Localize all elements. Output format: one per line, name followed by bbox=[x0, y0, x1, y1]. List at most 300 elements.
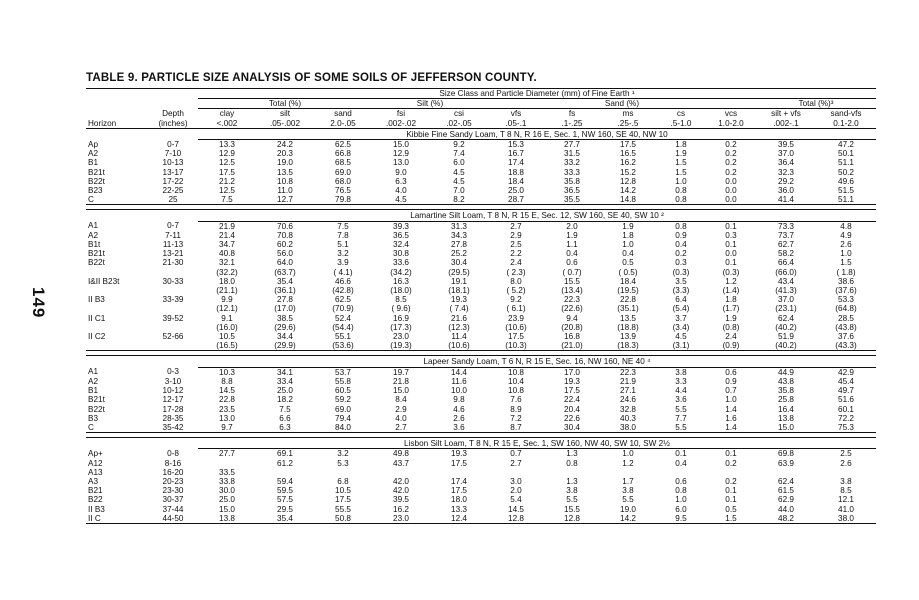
table-row bbox=[86, 386, 876, 395]
header-total-3: Total (%)³ bbox=[756, 99, 876, 109]
value-cell: 13.5 bbox=[277, 167, 293, 177]
value-cell: 8.0 bbox=[510, 276, 522, 286]
depth-cell: 35-42 bbox=[148, 423, 198, 433]
value-cell: 17.4 bbox=[451, 476, 467, 486]
depth-cell: 13-21 bbox=[162, 249, 184, 259]
value-cell: 18.0 bbox=[219, 276, 235, 286]
depth-cell: 21-30 bbox=[162, 258, 184, 268]
section-title: Lapeer Sandy Loam, T 6 N, R 15 E, Sec. 16, NW 160, NE 40 ⁴ bbox=[198, 356, 876, 367]
horizon-cell: B21t bbox=[88, 167, 105, 177]
value-cell: 1.3 bbox=[566, 449, 578, 459]
value-cell bbox=[656, 468, 706, 477]
value-cell: 14.5 bbox=[219, 386, 235, 396]
value-cell: 35.8 bbox=[564, 176, 580, 186]
value-cell: 6.6 bbox=[279, 413, 291, 423]
section-header-row bbox=[86, 356, 876, 367]
value-cell: 38.5 bbox=[277, 313, 293, 323]
value-cell: (29.6) bbox=[274, 322, 296, 332]
value-cell: 41.4 bbox=[756, 195, 816, 205]
value-cell: 37.6 bbox=[838, 332, 854, 342]
value-cell: (63.7) bbox=[274, 267, 296, 277]
table-row bbox=[86, 505, 876, 514]
table-row bbox=[86, 341, 876, 351]
value-cell: 42.9 bbox=[838, 367, 854, 377]
value-cell: 13.8 bbox=[198, 514, 256, 524]
value-cell: 9.4 bbox=[566, 313, 578, 323]
value-cell: 17.5 bbox=[335, 495, 351, 505]
section-header-row bbox=[86, 128, 876, 139]
value-cell: 2.4 bbox=[725, 332, 737, 342]
column-range: .05-.1 bbox=[505, 118, 527, 128]
value-cell: 1.8 bbox=[725, 295, 737, 305]
table-row bbox=[86, 186, 876, 195]
value-cell: 7.8 bbox=[337, 230, 349, 240]
value-cell: 44.0 bbox=[778, 504, 794, 514]
value-cell: (19.3) bbox=[372, 341, 430, 351]
value-cell: 73.7 bbox=[778, 230, 794, 240]
value-cell: 28.7 bbox=[488, 195, 544, 205]
value-cell: 14.4 bbox=[451, 367, 467, 377]
depth-cell: 25 bbox=[148, 195, 198, 205]
value-cell: 2.7 bbox=[372, 423, 430, 433]
value-cell: 9.2 bbox=[453, 140, 465, 150]
value-cell: 1.9 bbox=[566, 230, 578, 240]
value-cell: 22.6 bbox=[564, 413, 580, 423]
value-cell: 0.5 bbox=[622, 258, 634, 268]
value-cell: 25.0 bbox=[277, 386, 293, 396]
header-horizon: Horizon bbox=[88, 118, 117, 128]
depth-cell: 44-50 bbox=[148, 514, 198, 524]
value-cell: 33.5 bbox=[219, 467, 235, 477]
table-row bbox=[86, 395, 876, 404]
header-silt: Silt (%) bbox=[372, 99, 488, 109]
value-cell: 19.3 bbox=[451, 295, 467, 305]
value-cell: 1.9 bbox=[622, 221, 634, 231]
value-cell: 40.3 bbox=[620, 413, 636, 423]
value-cell: 3.0 bbox=[510, 476, 522, 486]
column-name: silt + vfs bbox=[771, 109, 801, 119]
horizon-cell: A1 bbox=[88, 221, 99, 231]
table-row bbox=[86, 367, 876, 377]
value-cell: 0.1 bbox=[725, 221, 737, 231]
value-cell: (3.4) bbox=[672, 322, 690, 332]
value-cell: 23.9 bbox=[508, 313, 524, 323]
value-cell: 66.4 bbox=[778, 258, 794, 268]
value-cell: 0.7 bbox=[725, 386, 737, 396]
section-header-row bbox=[86, 210, 876, 221]
value-cell: 13.0 bbox=[393, 158, 409, 168]
value-cell: 2.0 bbox=[566, 221, 578, 231]
depth-cell: 22-25 bbox=[162, 186, 184, 196]
table-title: TABLE 9. PARTICLE SIZE ANALYSIS OF SOME SOILS OF JEFFERSON COUNTY. bbox=[86, 72, 537, 84]
value-cell: 18.8 bbox=[508, 167, 524, 177]
value-cell: 18.4 bbox=[620, 276, 636, 286]
value-cell: 0.1 bbox=[725, 240, 737, 250]
value-cell: 55.5 bbox=[335, 504, 351, 514]
value-cell: 34.1 bbox=[277, 367, 293, 377]
value-cell: 39.5 bbox=[778, 140, 794, 150]
value-cell: 5.3 bbox=[337, 458, 349, 468]
value-cell: 30.0 bbox=[219, 486, 235, 496]
value-cell: 19.0 bbox=[277, 158, 293, 168]
value-cell: 0.6 bbox=[566, 258, 578, 268]
value-cell: 12.5 bbox=[219, 158, 235, 168]
column-name: clay bbox=[219, 109, 235, 119]
value-cell: 69.1 bbox=[277, 449, 293, 459]
value-cell: 38.6 bbox=[838, 276, 854, 286]
value-cell: (0.8) bbox=[722, 322, 740, 332]
value-cell: 21.4 bbox=[219, 230, 235, 240]
table-row bbox=[86, 449, 876, 459]
value-cell: 17.5 bbox=[564, 386, 580, 396]
value-cell: 17.5 bbox=[508, 332, 524, 342]
horizon-cell: II C2 bbox=[88, 332, 106, 342]
value-cell: 45.4 bbox=[838, 376, 854, 386]
value-cell: (1.7) bbox=[722, 304, 740, 314]
depth-cell: 12-17 bbox=[162, 395, 184, 405]
value-cell: 11.6 bbox=[451, 376, 467, 386]
value-cell: (20.8) bbox=[561, 322, 583, 332]
value-cell: 0.4 bbox=[675, 458, 687, 468]
value-cell: 62.4 bbox=[778, 313, 794, 323]
horizon-cell: B1 bbox=[88, 158, 99, 168]
value-cell: (66.0) bbox=[775, 267, 797, 277]
value-cell: 12.8 bbox=[488, 514, 544, 524]
table-row bbox=[86, 277, 876, 286]
value-cell: 2.9 bbox=[395, 404, 407, 414]
value-cell: ( 9.6) bbox=[391, 304, 411, 314]
value-cell: 59.4 bbox=[277, 476, 293, 486]
value-cell: (10.3) bbox=[488, 341, 544, 351]
value-cell: 51.1 bbox=[816, 195, 876, 205]
horizon-cell: B22t bbox=[88, 176, 105, 186]
value-cell: 7.5 bbox=[198, 195, 256, 205]
horizon-cell: A2 bbox=[88, 230, 99, 240]
value-cell: 32.4 bbox=[393, 240, 409, 250]
value-cell: 34.7 bbox=[219, 240, 235, 250]
value-cell: 50.8 bbox=[314, 514, 372, 524]
table-row bbox=[86, 168, 876, 177]
value-cell: 33.8 bbox=[219, 476, 235, 486]
value-cell: 3.6 bbox=[675, 395, 687, 405]
value-cell: (5.4) bbox=[672, 304, 690, 314]
horizon-cell: B22 bbox=[88, 495, 103, 505]
value-cell: 0.1 bbox=[725, 486, 737, 496]
column-range: .25-.5 bbox=[617, 118, 639, 128]
value-cell: 23.0 bbox=[393, 332, 409, 342]
value-cell: 44.9 bbox=[778, 367, 794, 377]
value-cell: 17.5 bbox=[219, 167, 235, 177]
value-cell: 0.8 bbox=[566, 458, 578, 468]
value-cell: 61.2 bbox=[277, 458, 293, 468]
value-cell: 31.3 bbox=[451, 221, 467, 231]
depth-cell: 11-13 bbox=[162, 240, 184, 250]
value-cell: 51.6 bbox=[838, 395, 854, 405]
value-cell: (12.1) bbox=[216, 304, 238, 314]
value-cell: 84.0 bbox=[314, 423, 372, 433]
value-cell: (10.6) bbox=[430, 341, 488, 351]
depth-cell: 10-13 bbox=[162, 158, 184, 168]
value-cell: 13.8 bbox=[778, 413, 794, 423]
value-cell: 16.2 bbox=[393, 504, 409, 514]
depth-cell: 20-23 bbox=[162, 476, 184, 486]
value-cell: 0.4 bbox=[566, 249, 578, 259]
value-cell: 76.5 bbox=[335, 186, 351, 196]
value-cell: 9.0 bbox=[395, 167, 407, 177]
column-range: .02-.05 bbox=[446, 118, 472, 128]
value-cell: 23.0 bbox=[372, 514, 430, 524]
value-cell: 16.2 bbox=[620, 158, 636, 168]
depth-cell: 16-20 bbox=[162, 467, 184, 477]
depth-cell: 33-39 bbox=[162, 295, 184, 305]
value-cell: 21.9 bbox=[219, 221, 235, 231]
horizon-cell: A1 bbox=[88, 367, 99, 377]
value-cell: 33.3 bbox=[564, 167, 580, 177]
value-cell: 48.2 bbox=[756, 514, 816, 524]
value-cell: 6.3 bbox=[395, 176, 407, 186]
particle-size-table bbox=[86, 88, 876, 524]
table-row bbox=[86, 323, 876, 332]
value-cell: 15.5 bbox=[564, 276, 580, 286]
table-row bbox=[86, 258, 876, 267]
value-cell: 66.8 bbox=[335, 149, 351, 159]
value-cell: 0.8 bbox=[675, 486, 687, 496]
value-cell: 1.0 bbox=[675, 495, 687, 505]
value-cell: 1.5 bbox=[675, 167, 687, 177]
value-cell: 35.4 bbox=[277, 276, 293, 286]
value-cell: 15.2 bbox=[620, 167, 636, 177]
value-cell: 1.1 bbox=[566, 240, 578, 250]
value-cell: (18.1) bbox=[448, 286, 470, 296]
table-row bbox=[86, 240, 876, 249]
value-cell: 8.7 bbox=[488, 423, 544, 433]
value-cell: 24.2 bbox=[277, 140, 293, 150]
value-cell: ( 5.2) bbox=[506, 286, 526, 296]
value-cell: 0.7 bbox=[510, 449, 522, 459]
depth-cell: 39-52 bbox=[162, 313, 184, 323]
value-cell: 27.8 bbox=[451, 240, 467, 250]
value-cell: 3.2 bbox=[337, 449, 349, 459]
value-cell: 16.3 bbox=[393, 276, 409, 286]
value-cell: 1.5 bbox=[675, 158, 687, 168]
value-cell: 4.5 bbox=[453, 176, 465, 186]
table-row bbox=[86, 286, 876, 295]
value-cell: 23.5 bbox=[219, 404, 235, 414]
section-title: Kibbie Fine Sandy Loam, T 8 N, R 16 E, Sec. 1, NW 160, SE 40, NW 10 bbox=[198, 128, 876, 139]
value-cell: 59.5 bbox=[277, 486, 293, 496]
value-cell: ( 4.1) bbox=[333, 267, 353, 277]
value-cell: 3.8 bbox=[840, 476, 852, 486]
depth-cell bbox=[148, 268, 198, 277]
value-cell: 1.8 bbox=[675, 140, 687, 150]
value-cell: (18.3) bbox=[600, 341, 656, 351]
depth-cell: 17-22 bbox=[162, 176, 184, 186]
value-cell: 42.0 bbox=[393, 486, 409, 496]
horizon-cell: B21t bbox=[88, 249, 105, 259]
horizon-cell: A12 bbox=[88, 458, 103, 468]
value-cell: ( 7.4) bbox=[449, 304, 469, 314]
value-cell: 34.3 bbox=[451, 230, 467, 240]
value-cell: 0.8 bbox=[675, 221, 687, 231]
value-cell: 4.8 bbox=[840, 221, 852, 231]
value-cell: 29.2 bbox=[778, 176, 794, 186]
value-cell: 70.6 bbox=[277, 221, 293, 231]
value-cell: 2.0 bbox=[510, 486, 522, 496]
value-cell: 0.0 bbox=[725, 186, 737, 196]
value-cell: 3.3 bbox=[675, 376, 687, 386]
value-cell: (16.5) bbox=[198, 341, 256, 351]
table-row bbox=[86, 231, 876, 240]
value-cell: 7.2 bbox=[510, 413, 522, 423]
value-cell: (23.1) bbox=[775, 304, 797, 314]
value-cell: 1.5 bbox=[706, 514, 756, 524]
value-cell: 0.9 bbox=[725, 376, 737, 386]
column-range: <.002 bbox=[216, 118, 238, 128]
data-table bbox=[86, 88, 876, 524]
value-cell: 64.0 bbox=[277, 258, 293, 268]
value-cell: (41.3) bbox=[775, 286, 797, 296]
value-cell bbox=[706, 468, 756, 477]
value-cell: 70.8 bbox=[277, 230, 293, 240]
horizon-cell: A2 bbox=[88, 149, 99, 159]
value-cell: ( 0.5) bbox=[618, 267, 638, 277]
value-cell: 36.0 bbox=[778, 186, 794, 196]
value-cell: 2.9 bbox=[510, 230, 522, 240]
depth-cell: 8-16 bbox=[164, 458, 182, 468]
value-cell: 9.2 bbox=[510, 295, 522, 305]
value-cell: 32.8 bbox=[620, 404, 636, 414]
value-cell: 30.4 bbox=[544, 423, 600, 433]
value-cell: (17.0) bbox=[274, 304, 296, 314]
value-cell: 10.5 bbox=[335, 486, 351, 496]
value-cell: 1.2 bbox=[725, 276, 737, 286]
value-cell: 7.0 bbox=[453, 186, 465, 196]
value-cell: 19.0 bbox=[620, 504, 636, 514]
value-cell: 12.1 bbox=[838, 495, 854, 505]
value-cell: 5.4 bbox=[510, 495, 522, 505]
value-cell: 0.8 bbox=[675, 186, 687, 196]
value-cell: 46.6 bbox=[335, 276, 351, 286]
value-cell: 17.0 bbox=[564, 367, 580, 377]
value-cell: 3.8 bbox=[566, 486, 578, 496]
value-cell: 7.4 bbox=[453, 149, 465, 159]
value-cell: 58.2 bbox=[778, 249, 794, 259]
column-range: 0.1-2.0 bbox=[833, 118, 859, 128]
value-cell: 35.4 bbox=[256, 514, 314, 524]
value-cell: 55.8 bbox=[335, 376, 351, 386]
depth-cell bbox=[148, 304, 198, 313]
value-cell: 1.0 bbox=[622, 449, 634, 459]
value-cell: 4.5 bbox=[675, 332, 687, 342]
value-cell: 56.0 bbox=[277, 249, 293, 259]
column-name: sand bbox=[334, 109, 352, 119]
value-cell: (54.4) bbox=[332, 322, 354, 332]
value-cell: 50.2 bbox=[838, 167, 854, 177]
value-cell: (43.8) bbox=[835, 322, 857, 332]
depth-cell: 13-17 bbox=[162, 167, 184, 177]
value-cell: 43.7 bbox=[393, 458, 409, 468]
value-cell: 13.3 bbox=[219, 140, 235, 150]
value-cell: 27.8 bbox=[277, 295, 293, 305]
value-cell: 10.5 bbox=[219, 332, 235, 342]
value-cell: 12.4 bbox=[430, 514, 488, 524]
table-row bbox=[86, 295, 876, 304]
value-cell: 1.6 bbox=[725, 413, 737, 423]
value-cell: 13.3 bbox=[451, 504, 467, 514]
value-cell: 18.0 bbox=[451, 495, 467, 505]
value-cell: 2.4 bbox=[510, 258, 522, 268]
value-cell: 33.4 bbox=[277, 376, 293, 386]
value-cell: 21.2 bbox=[219, 176, 235, 186]
column-range: 2.0-.05 bbox=[330, 118, 356, 128]
value-cell: 1.4 bbox=[725, 404, 737, 414]
value-cell: 16.8 bbox=[564, 332, 580, 342]
depth-cell: 0-3 bbox=[167, 367, 179, 377]
value-cell: 7.5 bbox=[337, 221, 349, 231]
value-cell: ( 1.8) bbox=[836, 267, 856, 277]
horizon-cell bbox=[86, 323, 148, 332]
horizon-cell: C bbox=[86, 195, 148, 205]
value-cell: 34.4 bbox=[277, 332, 293, 342]
section-title: Lamartine Silt Loam, T 8 N, R 15 E, Sec. 12, SW 160, SE 40, SW 10 ² bbox=[198, 210, 876, 221]
value-cell: 36.5 bbox=[393, 230, 409, 240]
horizon-cell: B22t bbox=[88, 258, 105, 268]
value-cell: 14.5 bbox=[508, 504, 524, 514]
horizon-cell: B1t bbox=[88, 240, 101, 250]
horizon-cell: II B3 bbox=[88, 295, 105, 305]
value-cell: 9.8 bbox=[453, 395, 465, 405]
value-cell: 51.1 bbox=[838, 158, 854, 168]
column-name: ms bbox=[622, 109, 634, 119]
value-cell: 1.0 bbox=[622, 240, 634, 250]
value-cell: 0.5 bbox=[725, 504, 737, 514]
value-cell: 53.3 bbox=[838, 295, 854, 305]
value-cell: 10.8 bbox=[508, 386, 524, 396]
value-cell: 39.5 bbox=[393, 495, 409, 505]
value-cell: 40.8 bbox=[219, 249, 235, 259]
page-number: 149 bbox=[29, 287, 48, 319]
value-cell: 33.2 bbox=[564, 158, 580, 168]
value-cell: 0.0 bbox=[725, 249, 737, 259]
value-cell: 0.1 bbox=[725, 258, 737, 268]
value-cell: 36.4 bbox=[778, 158, 794, 168]
value-cell: (13.4) bbox=[561, 286, 583, 296]
value-cell: 9.7 bbox=[198, 423, 256, 433]
value-cell: 69.0 bbox=[335, 167, 351, 177]
value-cell: (32.2) bbox=[216, 267, 238, 277]
value-cell: (42.8) bbox=[332, 286, 354, 296]
value-cell: 17.5 bbox=[451, 458, 467, 468]
value-cell: 21.6 bbox=[451, 313, 467, 323]
value-cell: 18.2 bbox=[277, 395, 293, 405]
value-cell: 51.9 bbox=[778, 332, 794, 342]
value-cell: (18.0) bbox=[390, 286, 412, 296]
value-cell: 27.7 bbox=[564, 140, 580, 150]
value-cell: 22.8 bbox=[219, 395, 235, 405]
value-cell: 12.8 bbox=[544, 514, 600, 524]
header-depth: Depth bbox=[162, 108, 184, 118]
value-cell: 50.1 bbox=[838, 149, 854, 159]
value-cell: 1.7 bbox=[622, 476, 634, 486]
value-cell: 63.9 bbox=[778, 458, 794, 468]
depth-cell: 30-33 bbox=[162, 276, 184, 286]
table-row bbox=[86, 177, 876, 186]
value-cell: 0.1 bbox=[675, 449, 687, 459]
table-row bbox=[86, 486, 876, 495]
value-cell: 19.3 bbox=[451, 449, 467, 459]
value-cell: 4.0 bbox=[395, 186, 407, 196]
value-cell: 73.3 bbox=[778, 221, 794, 231]
